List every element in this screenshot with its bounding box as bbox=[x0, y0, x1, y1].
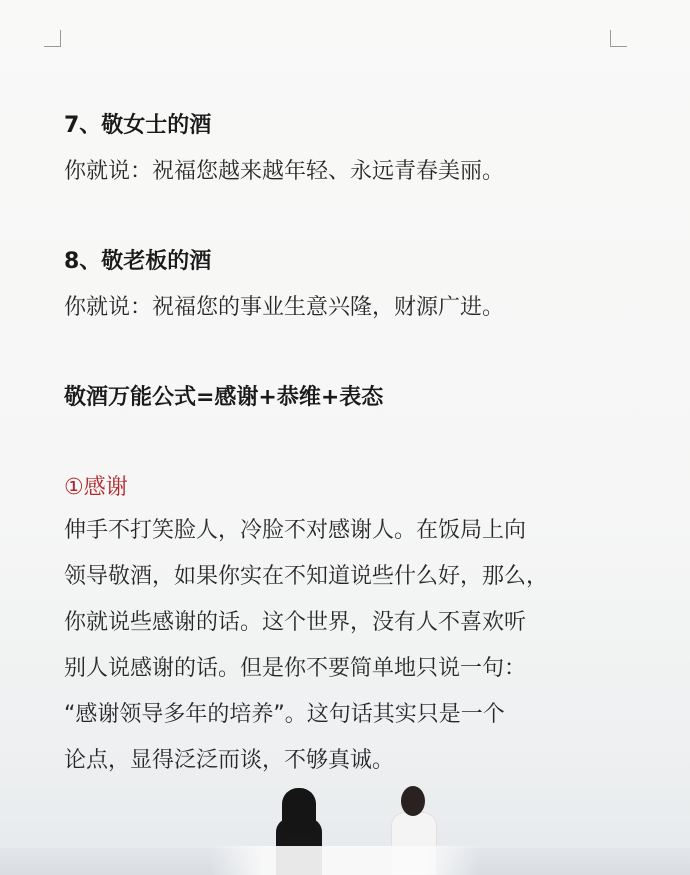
section-8-heading: 8、敬老板的酒 bbox=[64, 249, 212, 274]
man-head bbox=[401, 786, 425, 816]
section-7-text: 你就说：祝福您越来越年轻、永远青春美丽。 bbox=[64, 159, 505, 184]
woman-hair bbox=[282, 788, 316, 834]
crop-mark-top-left bbox=[44, 30, 61, 47]
paragraph-line: 领导敬酒，如果你实在不知道说些什么好，那么， bbox=[64, 564, 549, 589]
formula-heading: 敬酒万能公式=感谢+恭维+表态 bbox=[64, 385, 384, 410]
paragraph-line: 伸手不打笑脸人，冷脸不对感谢人。在饭局上向 bbox=[64, 518, 527, 543]
paragraph-line: 论点，显得泛泛而谈，不够真诚。 bbox=[64, 748, 395, 773]
section-7-heading: 7、敬女士的酒 bbox=[64, 113, 212, 138]
section-8-text: 你就说：祝福您的事业生意兴隆，财源广进。 bbox=[64, 295, 505, 320]
thanks-paragraph bbox=[64, 508, 654, 784]
thanks-heading: ①感谢 bbox=[64, 475, 128, 500]
crop-mark-top-right bbox=[610, 30, 627, 47]
paragraph-line: “感谢领导多年的培养”。这句话其实只是一个 bbox=[64, 702, 505, 727]
blur-band bbox=[210, 846, 480, 875]
paragraph-line: 你就说些感谢的话。这个世界，没有人不喜欢听 bbox=[64, 610, 527, 635]
paragraph-line: 别人说感谢的话。但是你不要简单地只说一句： bbox=[64, 656, 527, 681]
